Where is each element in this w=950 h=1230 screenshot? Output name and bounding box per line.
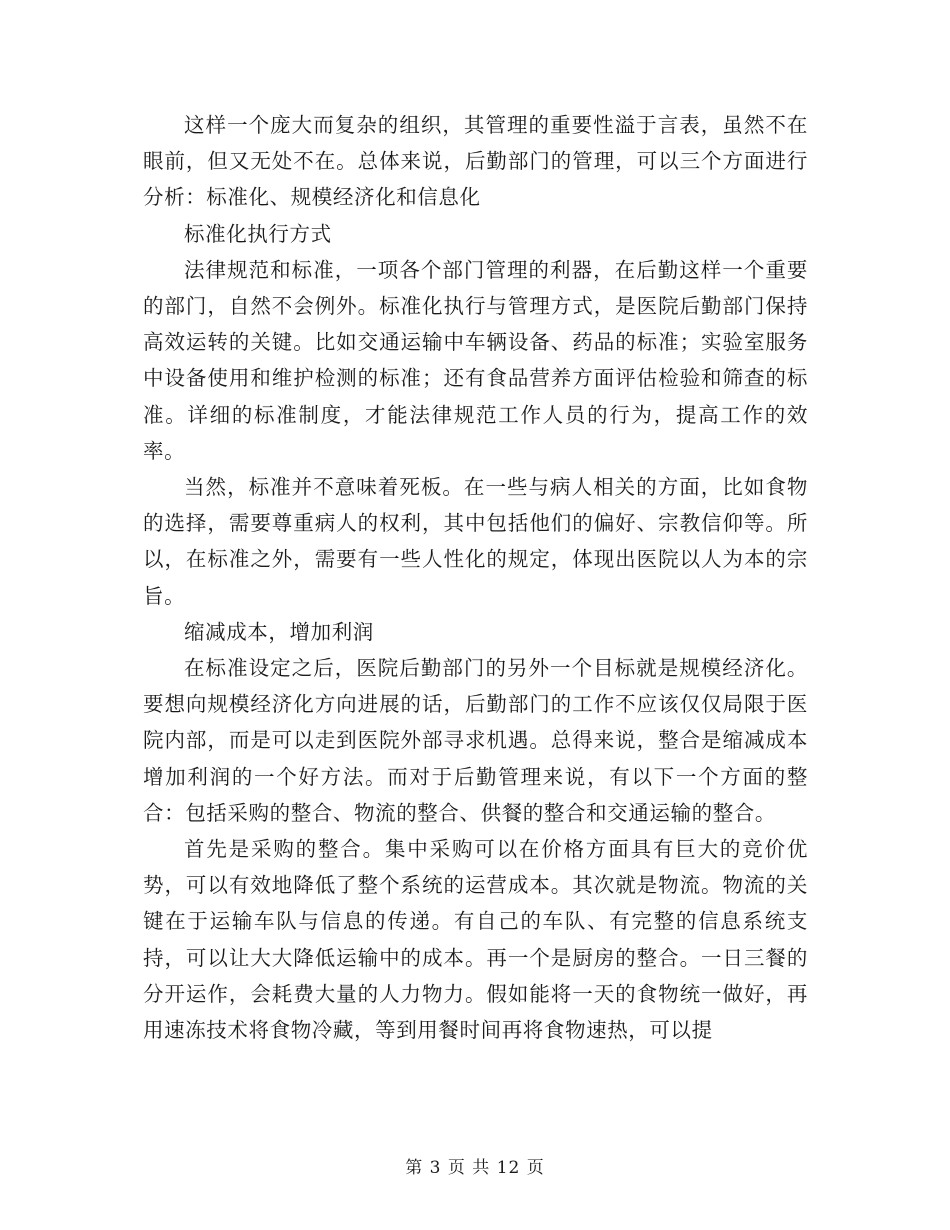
paragraph-integration: 首先是采购的整合。集中采购可以在价格方面具有巨大的竞价优势，可以有效地降低了整个系统的运营成本。其次就是物流。物流的关键在于运输车队与信息的传递。有自己的车队、有完整的信息系统支持，可以让大大降低运输中的成本。再一个是厨房的整合。一日三餐的分开运作，会耗费大量的人力物力。假如能将一天的食物统一做好，再用速冻技术将食物冷藏，等到用餐时间再将食物速热，可以提 (143, 837, 808, 1043)
page-number-footer: 第 3 页 共 12 页 (405, 1158, 545, 1178)
paragraph-intro: 这样一个庞大而复杂的组织，其管理的重要性溢于言表，虽然不在眼前，但又无处不在。总体来说，后勤部门的管理，可以三个方面进行分析：标准化、规模经济化和信息化 (143, 113, 808, 210)
paragraph-standards: 法律规范和标准，一项各个部门管理的利器，在后勤这样一个重要的部门，自然不会例外。标准化执行与管理方式，是医院后勤部门保持高效运转的关键。比如交通运输中车辆设备、药品的标准；实验室服务中设备使用和维护检测的标准；还有食品营养方面评估检验和筛查的标准。详细的标准制度，才能法律规范工作人员的行为，提高工作的效率。 (143, 257, 808, 463)
paragraph-humanization: 当然，标准并不意味着死板。在一些与病人相关的方面，比如食物的选择，需要尊重病人的权利，其中包括他们的偏好、宗教信仰等。所以，在标准之外，需要有一些人性化的规定，体现出医院以人为本的宗旨。 (143, 475, 808, 608)
section-heading-standardization: 标准化执行方式 (184, 221, 332, 246)
section-heading-cost-reduction: 缩减成本，增加利润 (184, 619, 374, 644)
document-body (143, 107, 808, 1048)
paragraph-economies-of-scale: 在标准设定之后，医院后勤部门的另外一个目标就是规模经济化。要想向规模经济化方向进展的话，后勤部门的工作不应该仅仅局限于医院内部，而是可以走到医院外部寻求机遇。总得来说，整合是缩减成本增加利润的一个好方法。而对于后勤管理来说，有以下一个方面的整合：包括采购的整合、物流的整合、供餐的整合和交通运输的整合。 (143, 656, 808, 825)
